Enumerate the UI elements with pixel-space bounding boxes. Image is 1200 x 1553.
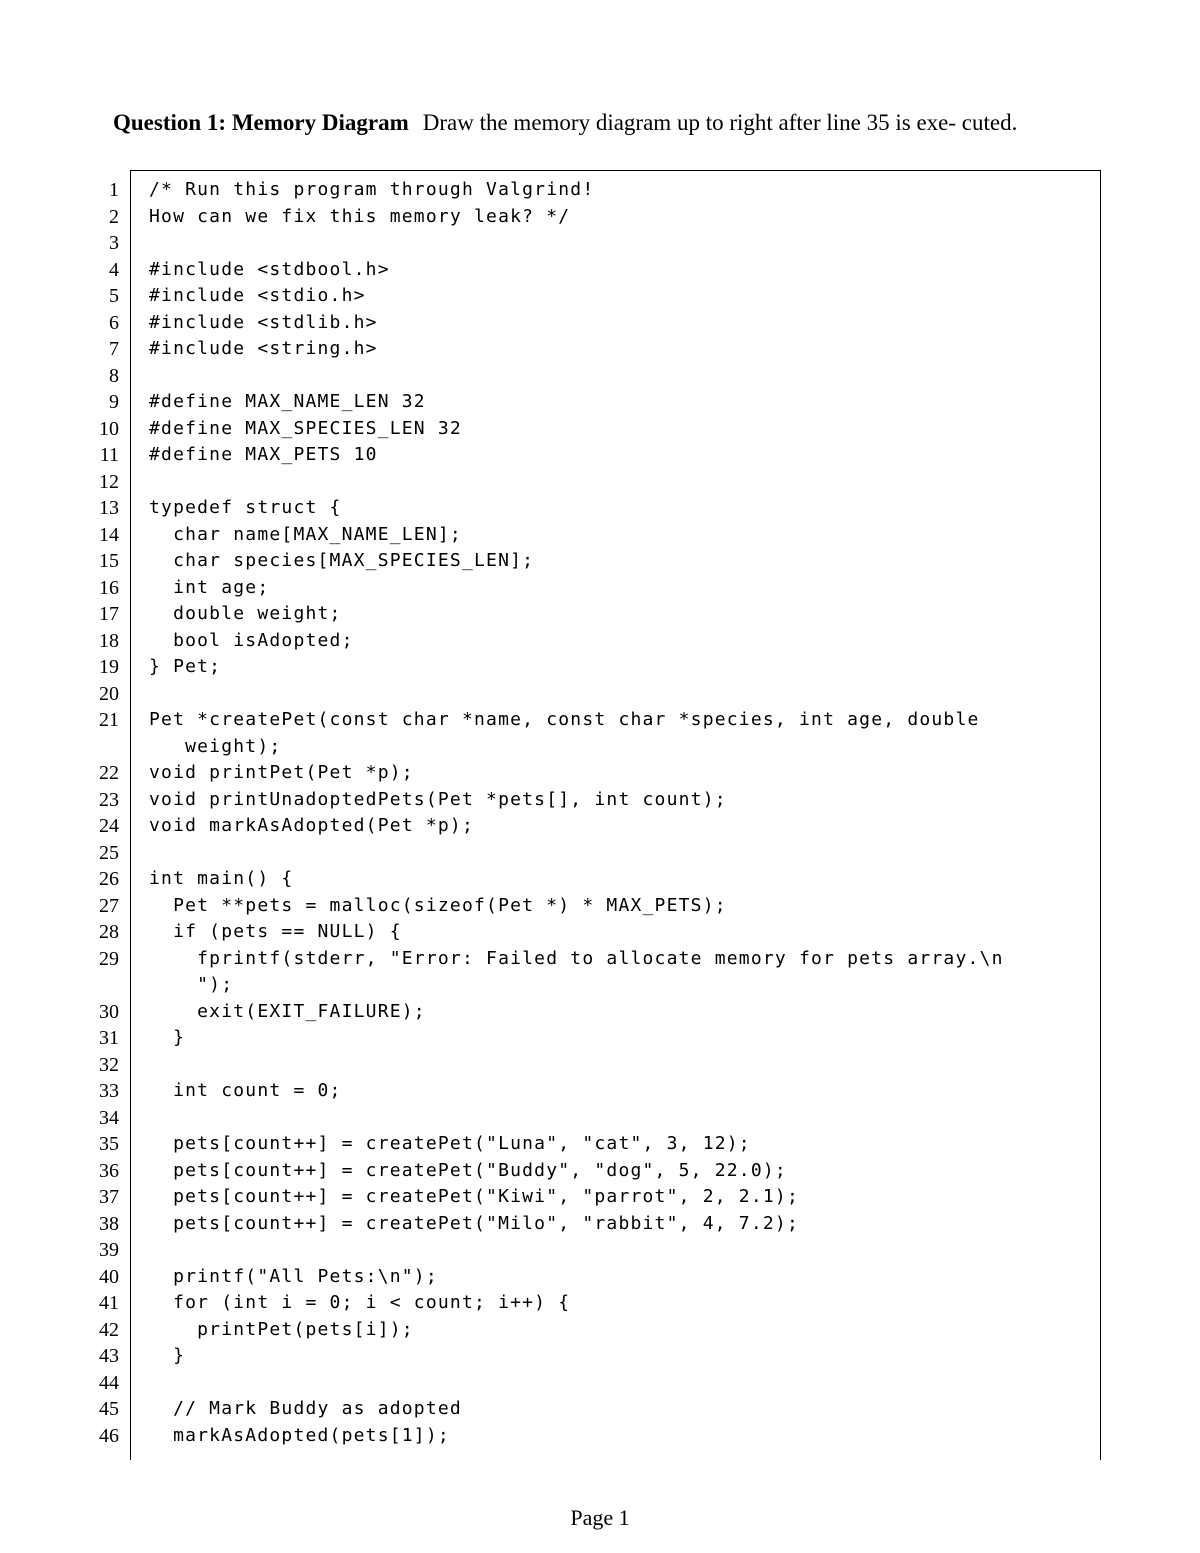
line-number: 22 xyxy=(99,762,119,784)
line-number: 40 xyxy=(99,1265,119,1288)
code-line xyxy=(99,946,1100,973)
code-text: #include <stdlib.h> xyxy=(149,311,378,333)
code-text: for (int i = 0; i < count; i++) { xyxy=(149,1292,571,1313)
code-text: markAsAdopted(pets[1]); xyxy=(149,1424,450,1446)
code-line xyxy=(131,972,1100,999)
code-line xyxy=(99,1158,1100,1185)
code-text: #include <string.h> xyxy=(149,338,378,359)
code-line xyxy=(99,601,1100,628)
code-text: pets[count++] = createPet("Milo", "rabbit", 4, 7.2); xyxy=(149,1212,799,1234)
code-text: void printPet(Pet *p); xyxy=(149,762,414,783)
line-number: 14 xyxy=(99,523,119,546)
line-number: 33 xyxy=(99,1080,119,1102)
code-text: double weight; xyxy=(149,603,342,624)
code-line xyxy=(109,310,1100,337)
line-number: 9 xyxy=(109,391,119,413)
code-line xyxy=(99,1264,1100,1291)
code-text: Pet *createPet(const char *name, const char *species, int age, double xyxy=(149,709,980,730)
code-line xyxy=(109,204,1100,231)
code-line xyxy=(99,681,1100,708)
code-text: // Mark Buddy as adopted xyxy=(149,1398,462,1419)
code-line xyxy=(109,283,1100,310)
line-number: 13 xyxy=(99,497,119,519)
question-instruction: Draw the memory diagram up to right after line 35 is exe- cuted. xyxy=(422,110,1018,135)
code-line xyxy=(99,495,1100,522)
code-text: int main() { xyxy=(149,868,294,889)
line-number: 39 xyxy=(99,1239,119,1261)
code-line xyxy=(99,787,1100,814)
code-line xyxy=(99,1078,1100,1105)
line-number: 31 xyxy=(99,1027,119,1049)
line-number: 42 xyxy=(99,1318,119,1341)
line-number: 11 xyxy=(99,444,119,466)
line-number: 29 xyxy=(99,947,119,970)
line-number: 1 xyxy=(109,179,119,201)
line-number: 19 xyxy=(99,656,119,678)
code-line xyxy=(99,654,1100,681)
line-number: 37 xyxy=(99,1186,119,1208)
code-text: /* Run this program through Valgrind! xyxy=(149,179,595,200)
code-line xyxy=(109,230,1100,257)
code-text: #include <stdio.h> xyxy=(149,285,366,306)
code-text: fprintf(stderr, "Error: Failed to allocate memory for pets array.\n xyxy=(149,947,1004,969)
line-number: 15 xyxy=(99,550,119,572)
line-number: 45 xyxy=(99,1398,119,1420)
code-line xyxy=(99,1211,1100,1238)
line-number: 24 xyxy=(99,815,119,837)
code-line xyxy=(109,177,1100,204)
code-line xyxy=(99,840,1100,867)
code-line xyxy=(99,416,1100,443)
code-text: Pet **pets = malloc(sizeof(Pet *) * MAX_PETS); xyxy=(149,894,727,916)
line-number: 3 xyxy=(109,232,119,254)
code-line xyxy=(131,734,1100,761)
code-line xyxy=(99,707,1100,734)
code-text: char species[MAX_SPECIES_LEN]; xyxy=(149,550,535,571)
code-text: } Pet; xyxy=(149,656,222,677)
code-text: #define MAX_PETS 10 xyxy=(149,444,378,465)
code-text: char name[MAX_NAME_LEN]; xyxy=(149,523,462,545)
code-line xyxy=(99,1343,1100,1370)
code-line xyxy=(99,1237,1100,1264)
code-text: } xyxy=(149,1345,186,1366)
code-line xyxy=(99,469,1100,496)
code-line xyxy=(99,1105,1100,1132)
code-text: } xyxy=(149,1027,186,1048)
line-number: 20 xyxy=(99,682,119,705)
code-text: #define MAX_NAME_LEN 32 xyxy=(149,391,426,412)
code-line xyxy=(99,1131,1100,1158)
line-number: 38 xyxy=(99,1212,119,1235)
code-line xyxy=(109,389,1100,416)
line-number: 6 xyxy=(109,311,119,334)
code-line xyxy=(99,919,1100,946)
code-line xyxy=(109,336,1100,363)
line-number: 27 xyxy=(99,894,119,917)
code-line xyxy=(99,1370,1100,1397)
code-line xyxy=(99,628,1100,655)
line-number: 26 xyxy=(99,868,119,890)
line-number: 36 xyxy=(99,1159,119,1182)
code-line xyxy=(99,760,1100,787)
code-listing xyxy=(99,177,1100,1449)
code-text: if (pets == NULL) { xyxy=(149,921,402,942)
code-text: #define MAX_SPECIES_LEN 32 xyxy=(149,417,462,439)
code-line xyxy=(99,1317,1100,1344)
line-number: 46 xyxy=(99,1424,119,1447)
line-number: 10 xyxy=(99,417,119,440)
code-text: typedef struct { xyxy=(149,497,342,518)
code-line xyxy=(99,442,1100,469)
code-listing-frame xyxy=(99,170,1101,1460)
line-number: 7 xyxy=(109,338,119,360)
code-text: weight); xyxy=(149,735,282,757)
code-text: exit(EXIT_FAILURE); xyxy=(149,1000,426,1022)
code-line xyxy=(99,1290,1100,1317)
page-number: Page 1 xyxy=(570,1505,630,1530)
line-number: 16 xyxy=(99,576,119,599)
code-line xyxy=(109,257,1100,284)
line-number: 34 xyxy=(99,1106,119,1129)
line-number: 18 xyxy=(99,629,119,652)
code-text: pets[count++] = createPet("Kiwi", "parrot", 2, 2.1); xyxy=(149,1186,799,1207)
code-text: void markAsAdopted(Pet *p); xyxy=(149,815,474,836)
line-number: 25 xyxy=(99,841,119,864)
code-line xyxy=(99,1396,1100,1423)
question-prompt xyxy=(113,108,1107,137)
code-text: How can we fix this memory leak? */ xyxy=(149,205,571,227)
code-text: printf("All Pets:\n"); xyxy=(149,1265,438,1287)
code-line xyxy=(99,1423,1100,1450)
line-number: 17 xyxy=(99,603,119,625)
code-line xyxy=(99,1184,1100,1211)
line-number: 32 xyxy=(99,1053,119,1076)
line-number: 12 xyxy=(99,470,119,493)
code-line xyxy=(99,575,1100,602)
line-number: 28 xyxy=(99,921,119,943)
code-text: bool isAdopted; xyxy=(149,629,354,651)
line-number: 35 xyxy=(99,1133,119,1155)
question-heading: Question 1: Memory Diagram xyxy=(113,110,409,135)
code-text: #include <stdbool.h> xyxy=(149,258,390,280)
code-text: printPet(pets[i]); xyxy=(149,1318,414,1340)
line-number: 23 xyxy=(99,788,119,811)
code-line xyxy=(99,548,1100,575)
line-number: 30 xyxy=(99,1000,119,1023)
code-line xyxy=(99,866,1100,893)
code-line xyxy=(99,1025,1100,1052)
line-number: 21 xyxy=(99,709,119,731)
code-line xyxy=(99,999,1100,1026)
code-text: void printUnadoptedPets(Pet *pets[], int count); xyxy=(149,788,727,810)
code-text: int count = 0; xyxy=(149,1080,342,1101)
line-number: 8 xyxy=(109,364,119,387)
code-line xyxy=(99,1052,1100,1079)
line-number: 44 xyxy=(99,1371,119,1394)
line-number: 43 xyxy=(99,1345,119,1367)
code-line xyxy=(109,363,1100,390)
code-line xyxy=(99,522,1100,549)
line-number: 4 xyxy=(109,258,119,281)
code-line xyxy=(99,893,1100,920)
line-number: 2 xyxy=(109,205,119,228)
code-text: pets[count++] = createPet("Buddy", "dog", 5, 22.0); xyxy=(149,1159,787,1181)
code-text: pets[count++] = createPet("Luna", "cat", 3, 12); xyxy=(149,1133,751,1154)
code-text: int age; xyxy=(149,576,270,598)
code-line xyxy=(99,813,1100,840)
line-number: 5 xyxy=(109,285,119,307)
code-text: "); xyxy=(149,974,234,995)
line-number: 41 xyxy=(99,1292,119,1314)
